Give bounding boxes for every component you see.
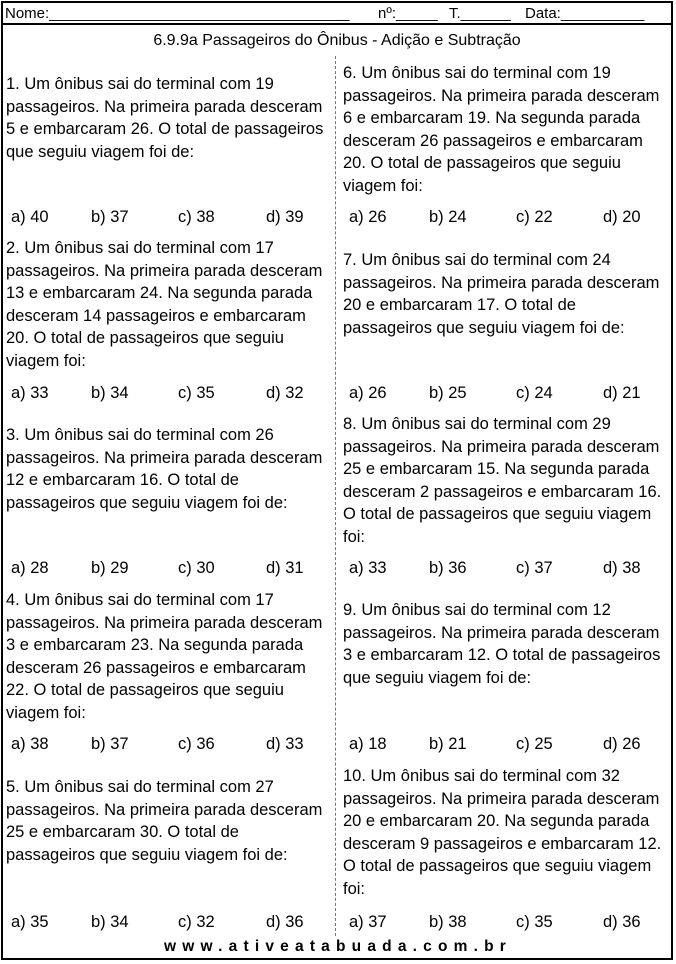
website-footer: www.ativeatabuada.com.br bbox=[163, 938, 513, 955]
column-divider bbox=[335, 56, 336, 936]
worksheet-title: 6.9.9a Passageiros do Ônibus - Adição e Subtração bbox=[153, 32, 521, 49]
question-6 bbox=[343, 62, 668, 197]
option-d[interactable]: d) 33 bbox=[266, 735, 304, 753]
question-text: 10. Um ônibus sai do terminal com 32 passageiros. Na primeira parada desceram 20 e embarcaram 20. Na segunda parada desceram 9 passageiros e embarcaram 12. O total de passageiros que seguiu viagem foi: bbox=[343, 767, 662, 898]
option-c[interactable]: c) 35 bbox=[516, 913, 553, 931]
option-c[interactable]: c) 37 bbox=[516, 559, 553, 577]
option-a[interactable]: a) 35 bbox=[11, 913, 49, 931]
question-7 bbox=[343, 249, 668, 339]
option-b[interactable]: b) 21 bbox=[429, 735, 467, 753]
option-c[interactable]: c) 30 bbox=[178, 559, 215, 577]
option-c[interactable]: c) 25 bbox=[516, 735, 553, 753]
question-text: 8. Um ônibus sai do terminal com 29 passageiros. Na primeira parada desceram 25 e embarcaram 15. Na segunda parada desceram 2 passageiros e embarcaram 16. O total de passageiros que seguiu viagem foi: bbox=[343, 415, 662, 546]
question-text: 4. Um ônibus sai do terminal com 17 passageiros. Na primeira parada desceram 3 e embarcaram 23. Na segunda parada desceram 26 passageiros e embarcaram 22. O total de passageiros que seguiu viagem foi: bbox=[6, 591, 323, 722]
question-8 bbox=[343, 413, 668, 548]
option-c[interactable]: c) 36 bbox=[178, 735, 215, 753]
option-d[interactable]: d) 31 bbox=[266, 559, 304, 577]
option-a[interactable]: a) 26 bbox=[349, 208, 387, 226]
option-c[interactable]: c) 24 bbox=[516, 384, 553, 402]
name-field[interactable]: Nome:____________________________________ bbox=[5, 5, 350, 22]
option-a[interactable]: a) 33 bbox=[349, 559, 387, 577]
option-b[interactable]: b) 34 bbox=[91, 384, 129, 402]
option-d[interactable]: d) 32 bbox=[266, 384, 304, 402]
option-b[interactable]: b) 24 bbox=[429, 208, 467, 226]
option-c[interactable]: c) 35 bbox=[178, 384, 215, 402]
option-d[interactable]: d) 21 bbox=[603, 384, 641, 402]
option-a[interactable]: a) 38 bbox=[11, 735, 49, 753]
option-b[interactable]: b) 25 bbox=[429, 384, 467, 402]
question-1 bbox=[6, 73, 331, 163]
option-a[interactable]: a) 33 bbox=[11, 384, 49, 402]
option-b[interactable]: b) 29 bbox=[91, 559, 129, 577]
option-a[interactable]: a) 37 bbox=[349, 913, 387, 931]
option-b[interactable]: b) 34 bbox=[91, 913, 129, 931]
question-text: 1. Um ônibus sai do terminal com 19 passageiros. Na primeira parada desceram 5 e embarcaram 26. O total de passageiros que seguiu viagem foi de: bbox=[6, 75, 324, 161]
question-text: 5. Um ônibus sai do terminal com 27 passageiros. Na primeira parada desceram 25 e embarcaram 30. O total de passageiros que seguiu viagem foi de: bbox=[6, 778, 323, 864]
number-field[interactable]: nº:_____ bbox=[378, 5, 438, 22]
option-a[interactable]: a) 18 bbox=[349, 735, 387, 753]
option-b[interactable]: b) 36 bbox=[429, 559, 467, 577]
option-d[interactable]: d) 20 bbox=[603, 208, 641, 226]
option-b[interactable]: b) 37 bbox=[91, 208, 129, 226]
option-c[interactable]: c) 32 bbox=[178, 913, 215, 931]
option-d[interactable]: d) 38 bbox=[603, 559, 641, 577]
student-header bbox=[3, 3, 671, 25]
question-4 bbox=[6, 589, 331, 724]
question-10 bbox=[343, 765, 668, 900]
option-c[interactable]: c) 38 bbox=[178, 208, 215, 226]
question-text: 7. Um ônibus sai do terminal com 24 passageiros. Na primeira parada desceram 20 e embarcaram 17. O total de passageiros que seguiu viagem foi de: bbox=[343, 251, 660, 337]
class-field[interactable]: T.______ bbox=[449, 5, 511, 22]
option-d[interactable]: d) 26 bbox=[603, 735, 641, 753]
question-3 bbox=[6, 424, 331, 514]
question-5 bbox=[6, 776, 331, 866]
date-field[interactable]: Data:__________ bbox=[525, 5, 645, 22]
option-b[interactable]: b) 38 bbox=[429, 913, 467, 931]
question-text: 2. Um ônibus sai do terminal com 17 passageiros. Na primeira parada desceram 13 e embarcaram 24. Na segunda parada desceram 14 passageiros e embarcaram 20. O total de passageiros que seguiu viagem foi: bbox=[6, 239, 323, 370]
question-text: 9. Um ônibus sai do terminal com 12 passageiros. Na primeira parada desceram 3 e embarcaram 12. O total de passageiros que seguiu viagem foi de: bbox=[343, 601, 661, 687]
option-d[interactable]: d) 36 bbox=[603, 913, 641, 931]
option-b[interactable]: b) 37 bbox=[91, 735, 129, 753]
option-c[interactable]: c) 22 bbox=[516, 208, 553, 226]
option-d[interactable]: d) 39 bbox=[266, 208, 304, 226]
option-d[interactable]: d) 36 bbox=[266, 913, 304, 931]
option-a[interactable]: a) 40 bbox=[11, 208, 49, 226]
option-a[interactable]: a) 26 bbox=[349, 384, 387, 402]
option-a[interactable]: a) 28 bbox=[11, 559, 49, 577]
question-text: 3. Um ônibus sai do terminal com 26 passageiros. Na primeira parada desceram 12 e embarcaram 16. O total de passageiros que seguiu viagem foi de: bbox=[6, 426, 323, 512]
question-text: 6. Um ônibus sai do terminal com 19 passageiros. Na primeira parada desceram 6 e embarcaram 19. Na segunda parada desceram 26 passageiros e embarcaram 20. O total de passageiros que seguiu viagem foi: bbox=[343, 64, 660, 195]
question-9 bbox=[343, 599, 668, 689]
question-2 bbox=[6, 237, 331, 372]
